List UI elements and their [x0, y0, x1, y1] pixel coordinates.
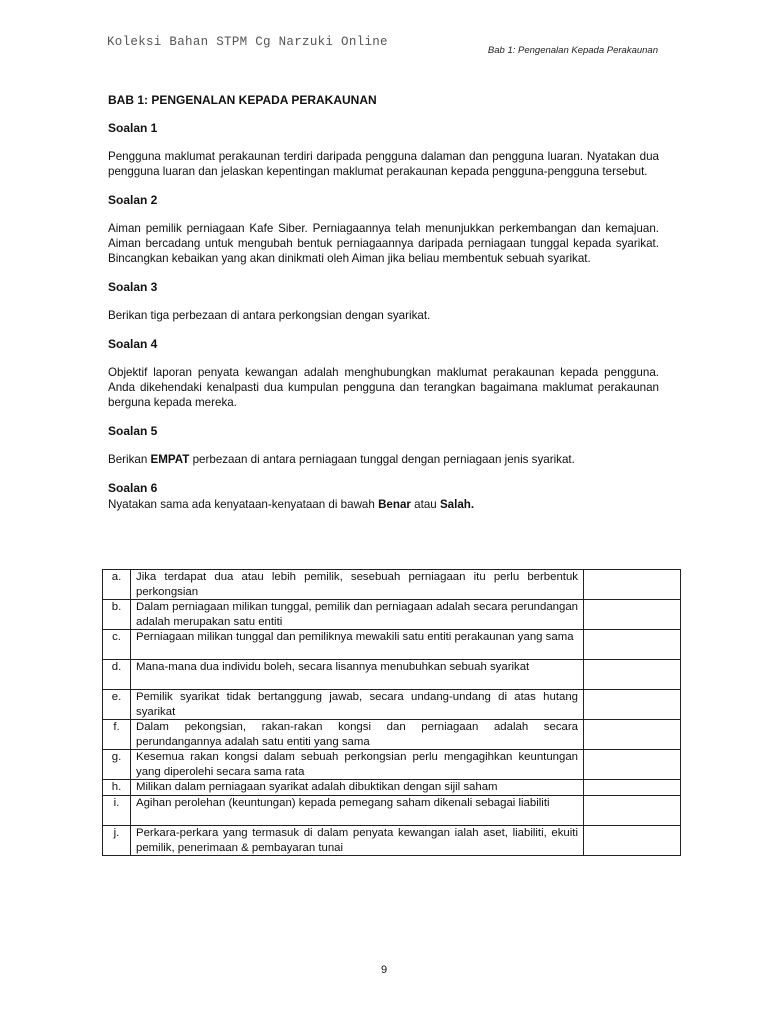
- answer-cell[interactable]: [584, 826, 681, 856]
- answer-cell[interactable]: [584, 690, 681, 720]
- answer-cell[interactable]: [584, 630, 681, 660]
- question-6-text: [108, 497, 659, 512]
- table-row: [103, 796, 681, 826]
- statement-label: h.: [103, 780, 131, 796]
- statement-text: Agihan perolehan (keuntungan) kepada pemegang saham dikenali sebagai liabiliti: [131, 796, 584, 826]
- document-body: [108, 93, 659, 521]
- statement-text: Dalam perniagaan milikan tunggal, pemilik dan perniagaan adalah secara perundangan adalah merupakan satu entiti: [131, 600, 584, 630]
- table-row: [103, 750, 681, 780]
- question-5-heading: Soalan 5: [108, 424, 158, 438]
- question-4-text: Objektif laporan penyata kewangan adalah menghubungkan maklumat perakaunan kepada pengguna. Anda dikehendaki kenalpasti dua kumpulan pengguna dan terangkan bagaimana maklumat perakaunan berguna kepada mereka.: [108, 366, 659, 409]
- question-2-heading: Soalan 2: [108, 193, 158, 207]
- statement-label: i.: [103, 796, 131, 826]
- table-row: [103, 570, 681, 600]
- question-5-emphasis: EMPAT: [150, 453, 190, 466]
- question-3-heading: Soalan 3: [108, 280, 158, 294]
- statement-text: Perniagaan milikan tunggal dan pemiliknya mewakili satu entiti perakaunan yang sama: [131, 630, 584, 660]
- table-row: [103, 660, 681, 690]
- statement-label: c.: [103, 630, 131, 660]
- statement-text: Dalam pekongsian, rakan-rakan kongsi dan perniagaan adalah secara perundangannya adalah satu entiti yang sama: [131, 720, 584, 750]
- question-6-text-pre: Nyatakan sama ada kenyataan-kenyataan di bawah: [108, 498, 379, 511]
- statement-text: Perkara-perkara yang termasuk di dalam penyata kewangan ialah aset, liabiliti, ekuiti pemilik, penerimaan & pembayaran tunai: [131, 826, 584, 856]
- question-6-heading: Soalan 6: [108, 481, 158, 495]
- statement-label: e.: [103, 690, 131, 720]
- answer-cell[interactable]: [584, 570, 681, 600]
- answer-cell[interactable]: [584, 796, 681, 826]
- statement-label: j.: [103, 826, 131, 856]
- question-5-text: [108, 452, 659, 467]
- table-row: [103, 630, 681, 660]
- answer-cell[interactable]: [584, 720, 681, 750]
- statement-label: d.: [103, 660, 131, 690]
- true-false-table: [102, 569, 681, 856]
- statement-label: g.: [103, 750, 131, 780]
- question-6-text-mid: atau: [410, 498, 440, 511]
- question-6-true-word: Benar: [378, 498, 411, 511]
- table-row: [103, 690, 681, 720]
- answer-cell[interactable]: [584, 780, 681, 796]
- table-row: [103, 826, 681, 856]
- question-1-text: Pengguna maklumat perakaunan terdiri daripada pengguna dalaman dan pengguna luaran. Nyatakan dua pengguna luaran dan jelaskan kepentingan maklumat perakaunan kepada pengguna-pengguna tersebut.: [108, 150, 659, 178]
- question-1-heading: Soalan 1: [108, 121, 158, 135]
- header-collection-title: Koleksi Bahan STPM Cg Narzuki Online: [107, 35, 388, 49]
- statement-label: a.: [103, 570, 131, 600]
- statement-label: f.: [103, 720, 131, 750]
- question-4-heading: Soalan 4: [108, 337, 158, 351]
- statement-text: Jika terdapat dua atau lebih pemilik, sesebuah perniagaan itu perlu berbentuk perkongsian: [131, 570, 584, 600]
- table-row: [103, 720, 681, 750]
- statement-text: Pemilik syarikat tidak bertanggung jawab, secara undang-undang di atas hutang syarikat: [131, 690, 584, 720]
- statement-text: Milikan dalam perniagaan syarikat adalah dibuktikan dengan sijil saham: [131, 780, 584, 796]
- question-5-text-pre: Berikan: [108, 453, 151, 466]
- page-number: 9: [380, 964, 388, 976]
- statement-label: b.: [103, 600, 131, 630]
- answer-cell[interactable]: [584, 750, 681, 780]
- table-row: [103, 780, 681, 796]
- statement-text: Mana-mana dua individu boleh, secara lisannya menubuhkan sebuah syarikat: [131, 660, 584, 690]
- chapter-title: BAB 1: PENGENALAN KEPADA PERAKAUNAN: [108, 93, 377, 107]
- question-6-false-word: Salah.: [439, 498, 475, 511]
- question-5-text-post: perbezaan di antara perniagaan tunggal dengan perniagaan jenis syarikat.: [189, 453, 575, 466]
- answer-cell[interactable]: [584, 600, 681, 630]
- statement-text: Kesemua rakan kongsi dalam sebuah perkongsian perlu mengagihkan keuntungan yang diperolehi secara sama rata: [131, 750, 584, 780]
- header-chapter-title: Bab 1: Pengenalan Kepada Perakaunan: [487, 45, 658, 56]
- table-row: [103, 600, 681, 630]
- question-3-text: Berikan tiga perbezaan di antara perkongsian dengan syarikat.: [108, 309, 431, 322]
- question-2-text: Aiman pemilik perniagaan Kafe Siber. Perniagaannya telah menunjukkan perkembangan dan kemajuan. Aiman bercadang untuk mengubah bentuk perniagaannya daripada perniagaan tunggal kepada syarikat. Bincangkan kebaikan yang akan dinikmati oleh Aiman jika beliau membentuk sebuah syarikat.: [108, 222, 659, 265]
- answer-cell[interactable]: [584, 660, 681, 690]
